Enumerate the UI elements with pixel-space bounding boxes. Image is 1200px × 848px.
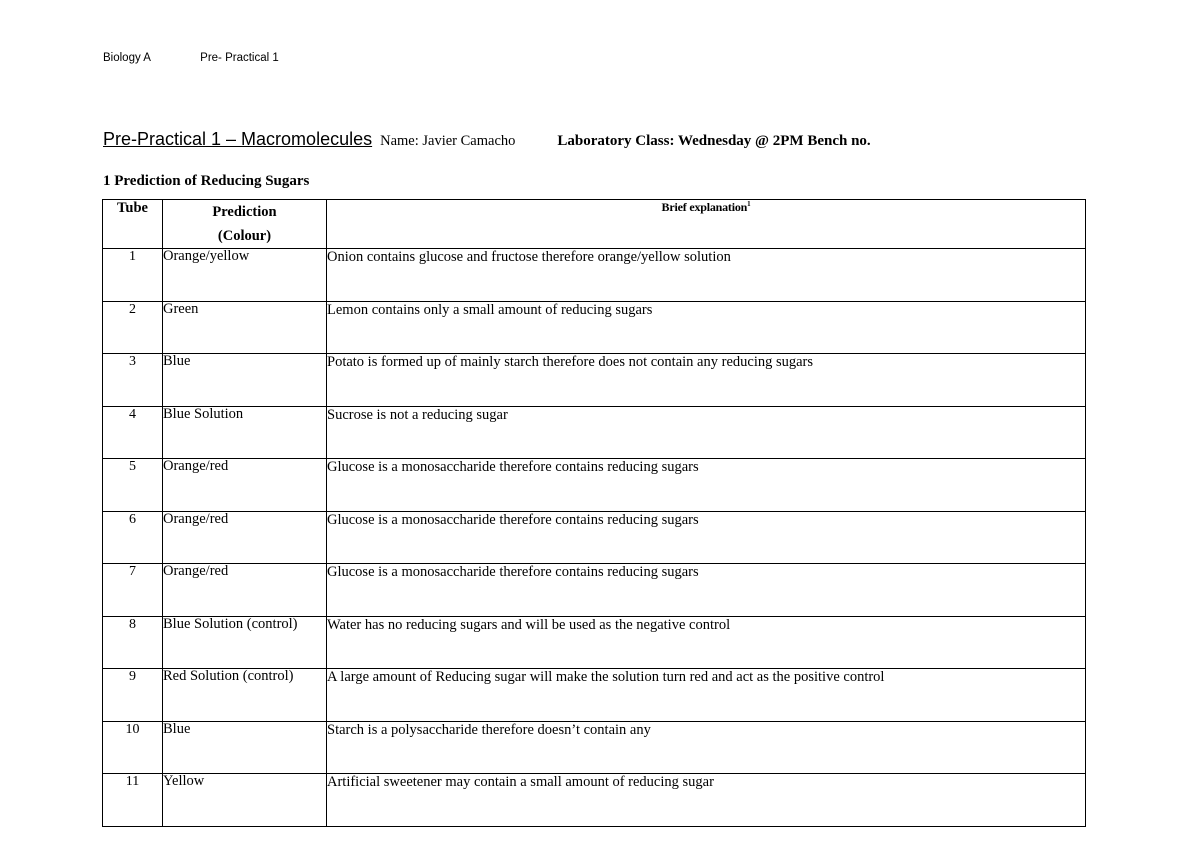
prediction-cell: Blue [163,354,327,407]
page-header [103,52,279,64]
table-row [103,459,1086,512]
prediction-cell: Orange/red [163,564,327,617]
course-label: Biology A [103,52,151,64]
explanation-cell: Glucose is a monosaccharide therefore contains reducing sugars [327,459,1086,512]
table-row [103,616,1086,669]
explanation-cell: Artificial sweetener may contain a small amount of reducing sugar [327,774,1086,827]
prediction-cell: Orange/yellow [163,249,327,302]
header-explanation [327,200,1086,249]
table-row [103,249,1086,302]
prediction-table [102,199,1086,827]
prediction-cell: Orange/red [163,511,327,564]
explanation-cell: A large amount of Reducing sugar will make the solution turn red and act as the positive control [327,669,1086,722]
tube-number: 3 [103,354,163,407]
document-label: Pre- Practical 1 [200,52,279,64]
explanation-cell: Glucose is a monosaccharide therefore contains reducing sugars [327,511,1086,564]
explanation-cell: Starch is a polysaccharide therefore doesn’t contain any [327,721,1086,774]
table-row [103,406,1086,459]
table-row [103,774,1086,827]
title-line [103,129,871,150]
table-row [103,721,1086,774]
prediction-cell: Blue [163,721,327,774]
tube-number: 1 [103,249,163,302]
footnote-marker: 1 [747,200,751,208]
header-prediction-label: Prediction [212,204,277,220]
tube-number: 2 [103,301,163,354]
explanation-cell: Potato is formed up of mainly starch therefore does not contain any reducing sugars [327,354,1086,407]
tube-number: 10 [103,721,163,774]
tube-number: 6 [103,511,163,564]
laboratory-class: Laboratory Class: Wednesday @ 2PM Bench no. [557,133,871,149]
page-title: Pre-Practical 1 – Macromolecules [103,129,373,149]
tube-number: 7 [103,564,163,617]
table-row [103,564,1086,617]
prediction-cell: Yellow [163,774,327,827]
tube-number: 5 [103,459,163,512]
tube-number: 11 [103,774,163,827]
student-name: Name: Javier Camacho [380,133,516,149]
explanation-cell: Sucrose is not a reducing sugar [327,406,1086,459]
header-prediction [163,200,327,249]
table-row [103,301,1086,354]
prediction-cell: Orange/red [163,459,327,512]
explanation-cell: Glucose is a monosaccharide therefore contains reducing sugars [327,564,1086,617]
prediction-cell: Blue Solution (control) [163,616,327,669]
header-prediction-sub: (Colour) [217,228,272,244]
table-row [103,354,1086,407]
table-row [103,511,1086,564]
header-explanation-label: Brief explanation [661,200,748,214]
prediction-cell: Red Solution (control) [163,669,327,722]
explanation-cell: Water has no reducing sugars and will be used as the negative control [327,616,1086,669]
tube-number: 9 [103,669,163,722]
explanation-cell: Onion contains glucose and fructose therefore orange/yellow solution [327,249,1086,302]
explanation-cell: Lemon contains only a small amount of reducing sugars [327,301,1086,354]
prediction-cell: Green [163,301,327,354]
tube-number: 4 [103,406,163,459]
prediction-cell: Blue Solution [163,406,327,459]
section-title: 1 Prediction of Reducing Sugars [103,173,310,189]
table-row [103,669,1086,722]
tube-number: 8 [103,616,163,669]
table-header-row [103,200,1086,249]
header-tube: Tube [103,200,163,249]
